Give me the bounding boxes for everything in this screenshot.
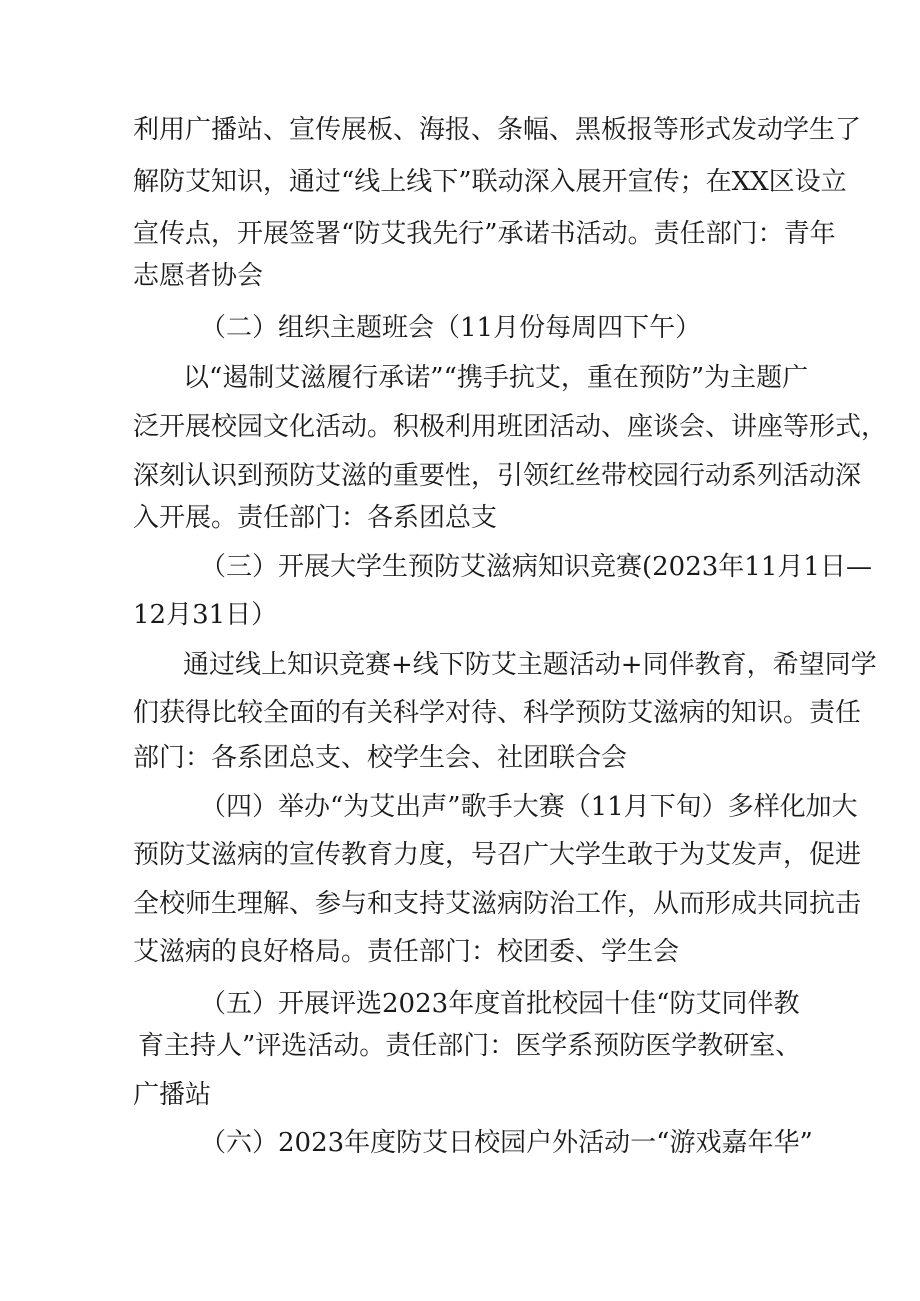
paragraph-line: 志愿者协会 — [133, 261, 264, 291]
paragraph-line: 泛开展校园文化活动。积极利用班团活动、座谈会、讲座等形式， — [133, 412, 888, 442]
paragraph-line: 利用广播站、宣传展板、海报、条幅、黑板报等形式发动学生了 — [133, 115, 862, 145]
paragraph-line: 深刻认识到预防艾滋的重要性，引领红丝带校园行动系列活动深 — [133, 461, 862, 491]
paragraph-line: 以“遏制艾滋履行承诺”“携手抗艾，重在预防”为主题广 — [183, 363, 809, 393]
section-heading: 12月31日） — [133, 600, 278, 630]
paragraph-line: 广播站 — [133, 1080, 212, 1110]
section-heading: （六）2023年度防艾日校园户外活动一“游戏嘉年华” — [200, 1128, 813, 1158]
section-heading: （三）开展大学生预防艾滋病知识竞赛(2023年11月1日— — [200, 552, 872, 582]
paragraph-line: 预防艾滋病的宣传教育力度，号召广大学生敢于为艾发声，促进 — [133, 840, 862, 870]
paragraph-line: 育主持人”评选活动。责任部门：医学系预防医学教研室、 — [138, 1031, 802, 1061]
paragraph-line: 们获得比较全面的有关科学对待、科学预防艾滋病的知识。责任 — [133, 698, 862, 728]
paragraph-line: 入开展。责任部门：各系团总支 — [133, 503, 498, 533]
paragraph-line: 全校师生理解、参与和支持艾滋病防治工作，从而形成共同抗击 — [133, 889, 862, 919]
section-heading: （五）开展评选2023年度首批校园十佳“防艾同伴教 — [200, 989, 800, 1019]
section-heading: （四）举办“为艾出声”歌手大赛（11月下旬）多样化加大 — [200, 792, 858, 822]
paragraph-line: 解防艾知识，通过“线上线下”联动深入展开宣传；在XX区设立 — [133, 167, 847, 197]
paragraph-line: 通过线上知识竞赛+线下防艾主题活动+同伴教育，希望同学 — [183, 650, 877, 680]
section-heading: （二）组织主题班会（11月份每周四下午） — [200, 313, 702, 343]
paragraph-line: 艾滋病的良好格局。责任部门：校团委、学生会 — [133, 937, 680, 967]
paragraph-line: 部门：各系团总支、校学生会、社团联合会 — [133, 743, 628, 773]
paragraph-line: 宣传点，开展签署“防艾我先行”承诺书活动。责任部门：青年 — [133, 219, 836, 249]
